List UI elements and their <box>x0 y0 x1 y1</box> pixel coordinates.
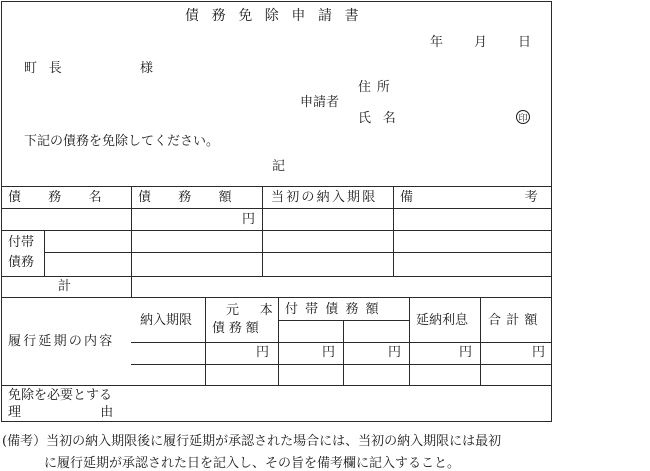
addressee-town: 町長 <box>24 61 74 76</box>
form-title: 債務免除申請書 <box>185 8 372 24</box>
ki-label: 記 <box>272 159 286 174</box>
ext-yen-principal: 円 <box>256 345 270 360</box>
col-header-remarks: 備考 <box>400 190 650 205</box>
request-text: 下記の債務を免除してください。 <box>24 134 220 149</box>
ext-header-sum: 合計額 <box>488 313 543 328</box>
date-month: 月 <box>474 35 488 50</box>
extension-label: 履行延期の内容 <box>8 334 115 349</box>
ext-header-attached: 付帯債務額 <box>285 302 386 317</box>
date-day: 日 <box>518 35 532 50</box>
ext-yen-sum: 円 <box>532 345 546 360</box>
notes-line-1: (備考）当初の納入期限後に履行延期が承認された場合には、当初の納入期限には最初 <box>2 434 502 449</box>
attached-debt-label-1: 付帯 <box>8 235 35 250</box>
name-label: 氏名 <box>358 111 408 126</box>
debt-amount-yen: 円 <box>242 212 256 227</box>
reason-label-1: 免除を必要とする <box>8 388 113 403</box>
total-label: 計 <box>58 279 72 294</box>
ext-yen-attached-1: 円 <box>322 345 336 360</box>
attached-debt-label-2: 債務 <box>8 255 35 270</box>
ext-header-due: 納入期限 <box>140 313 193 328</box>
seal-mark: 印 <box>516 110 530 124</box>
col-header-debt-amount: 債務額 <box>138 190 259 205</box>
address-label: 住所 <box>358 80 396 95</box>
date-year: 年 <box>430 35 444 50</box>
ext-yen-attached-2: 円 <box>388 345 402 360</box>
addressee-honorific: 様 <box>140 61 154 76</box>
reason-label-2: 理由 <box>8 405 193 420</box>
ext-header-principal-2: 債務額 <box>212 321 263 336</box>
notes-line-2: に履行延期が承認された日を記入し、その旨を備考欄に記入すること。 <box>44 456 461 471</box>
col-header-original-due: 当初の納入期限 <box>271 190 378 205</box>
ext-yen-interest: 円 <box>459 345 473 360</box>
ext-header-interest: 延納利息 <box>416 313 469 328</box>
col-header-debt-name: 債務名 <box>8 190 129 205</box>
ext-header-principal-1: 元本 <box>226 303 294 318</box>
applicant-label: 申請者 <box>300 95 340 110</box>
